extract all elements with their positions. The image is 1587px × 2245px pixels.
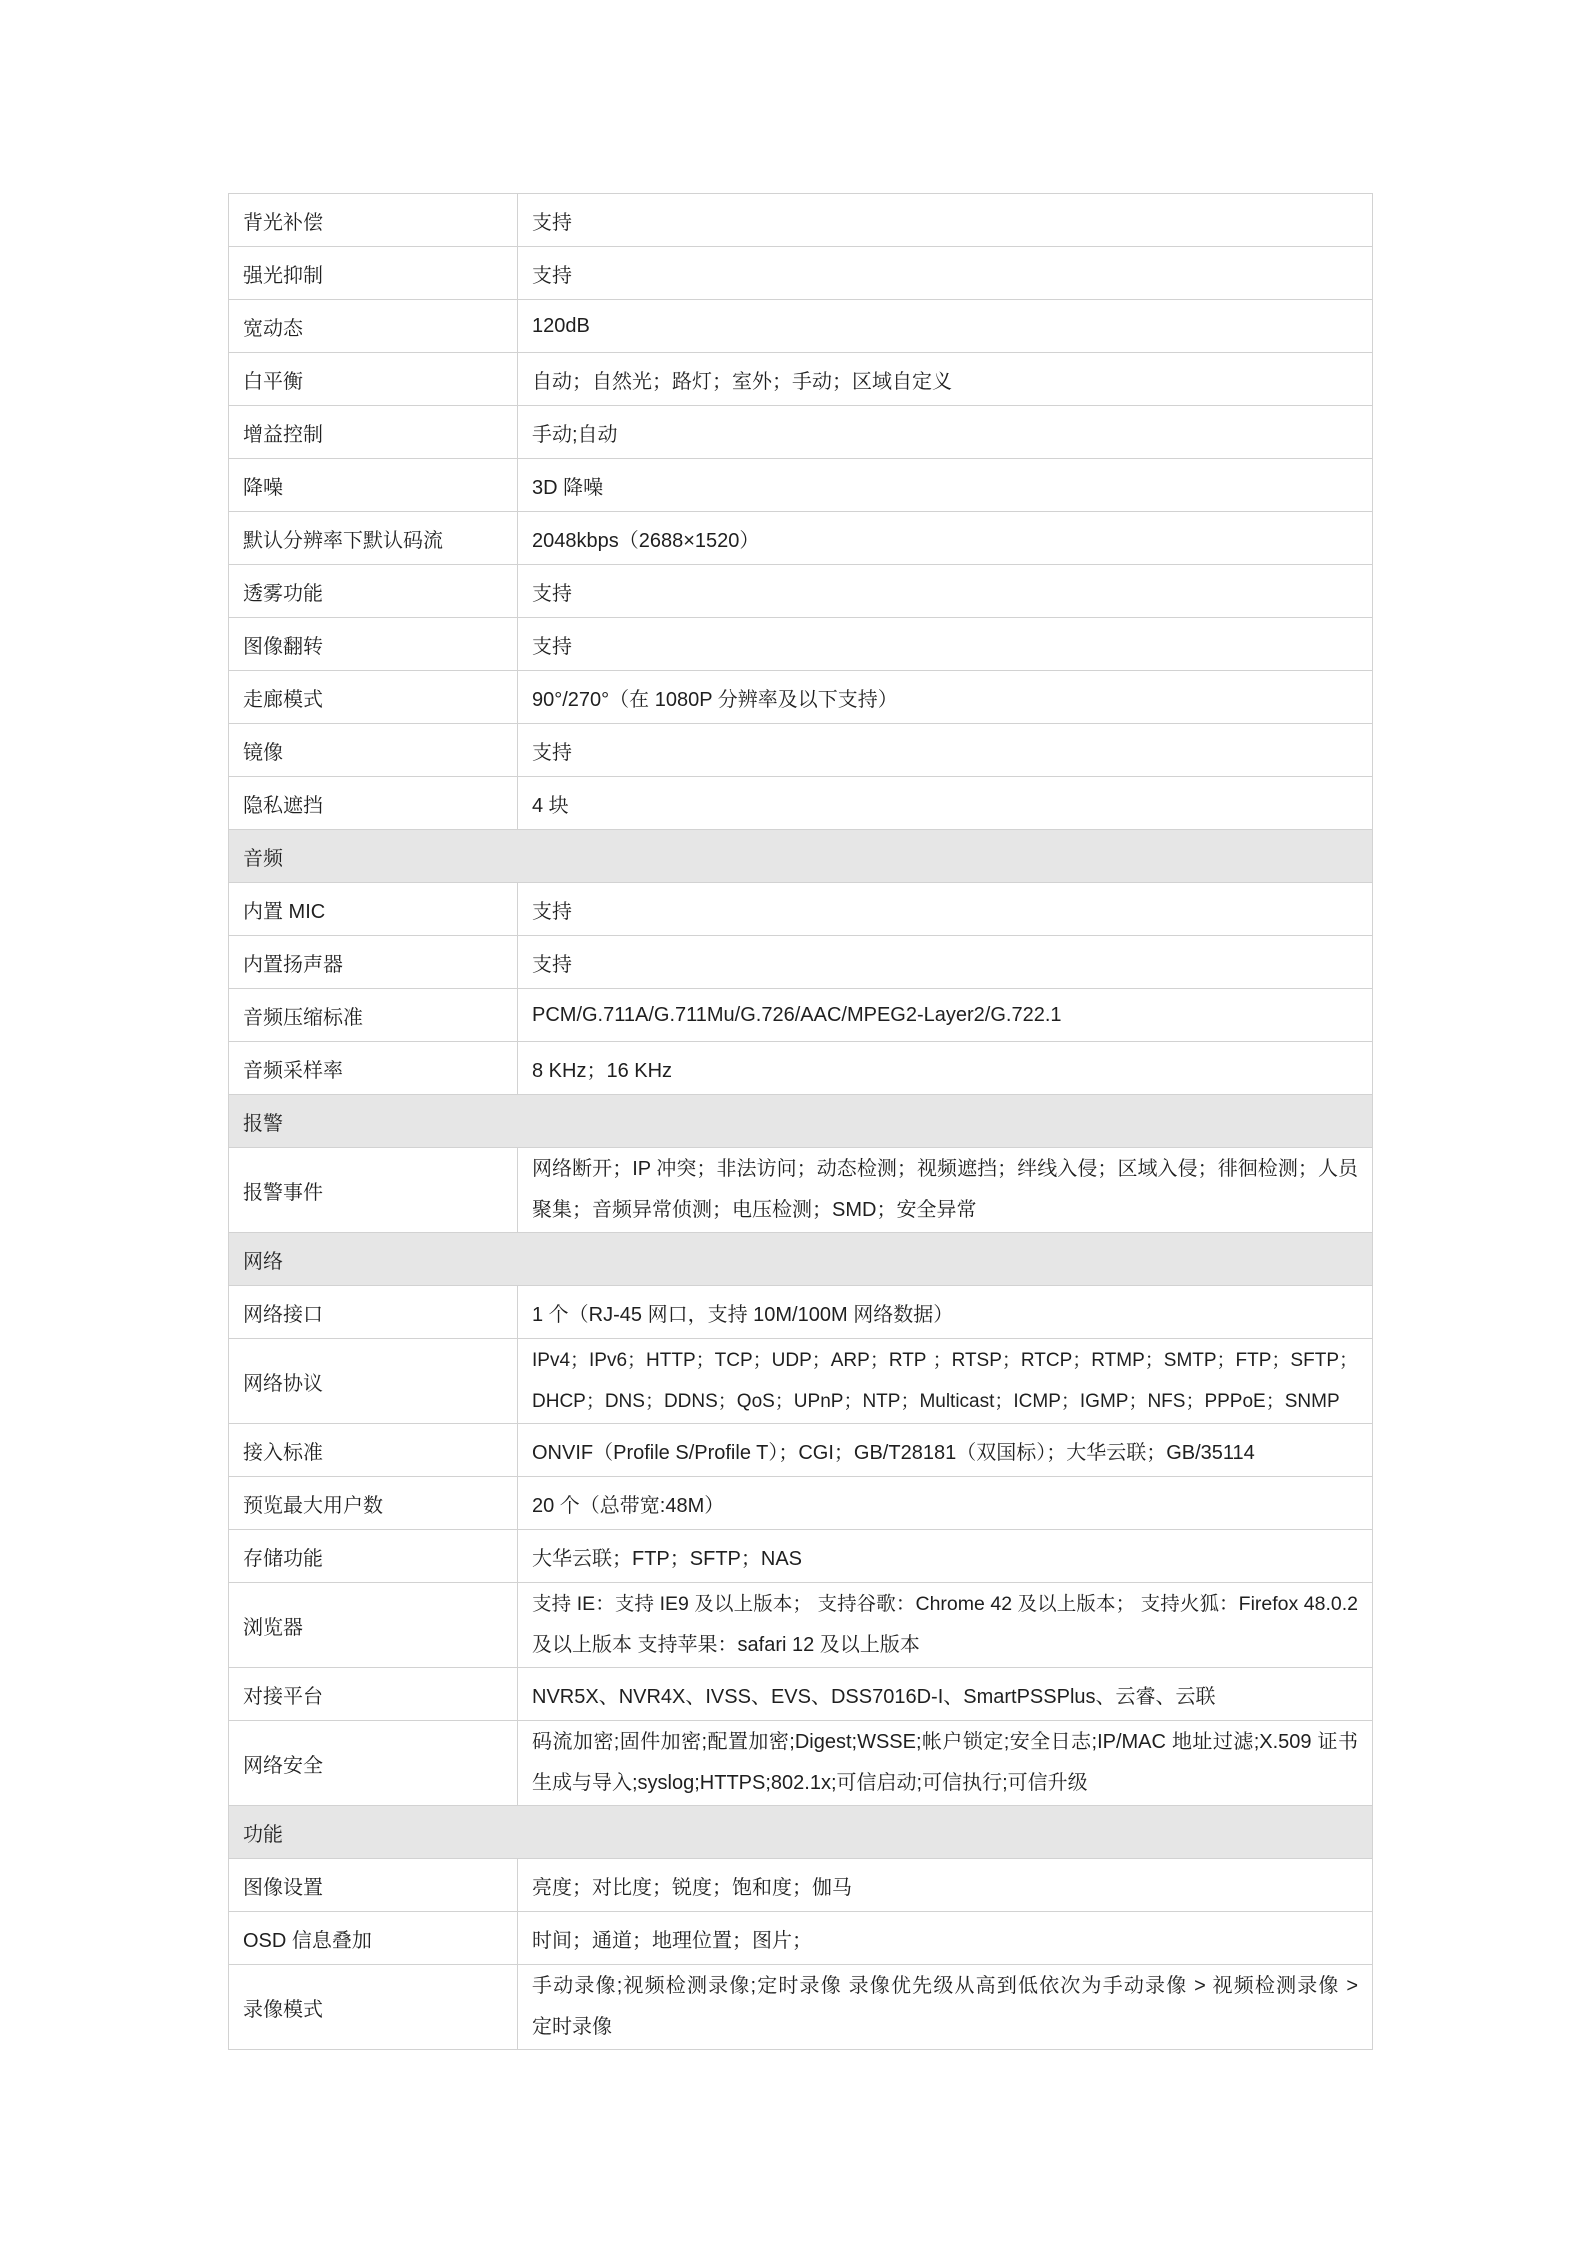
spec-value-line: 生成与导入;syslog;HTTPS;802.1x;可信启动;可信执行;可信升级 xyxy=(532,1772,1088,1794)
spec-label: 录像模式 xyxy=(229,1965,518,2050)
spec-table xyxy=(228,193,1373,2050)
spec-label: 降噪 xyxy=(229,459,518,512)
spec-label: 内置 MIC xyxy=(229,883,518,936)
spec-label: 增益控制 xyxy=(229,406,518,459)
spec-label: 音频采样率 xyxy=(229,1042,518,1095)
spec-value-line: 网络断开；IP 冲突；非法访问；动态检测；视频遮挡；绊线入侵；区域入侵；徘徊检测；人员 xyxy=(532,1158,1358,1180)
spec-row xyxy=(229,565,1373,618)
spec-value xyxy=(518,1583,1373,1668)
spec-value: 2048kbps（2688×1520） xyxy=(518,512,1373,565)
spec-label: 强光抑制 xyxy=(229,247,518,300)
spec-value-line: IPv4；IPv6；HTTP；TCP；UDP；ARP；RTP ；RTSP；RTCP；RTMP；SMTP；FTP；SFTP； xyxy=(532,1350,1358,1371)
spec-label: 存储功能 xyxy=(229,1530,518,1583)
spec-value: 亮度；对比度；锐度；饱和度；伽马 xyxy=(518,1859,1373,1912)
spec-row xyxy=(229,618,1373,671)
spec-value-line: 及以上版本 支持苹果：safari 12 及以上版本 xyxy=(532,1634,920,1656)
spec-label: 内置扬声器 xyxy=(229,936,518,989)
spec-row xyxy=(229,1721,1373,1806)
section-header-function xyxy=(229,1806,1373,1859)
spec-label: 镜像 xyxy=(229,724,518,777)
spec-value: 8 KHz；16 KHz xyxy=(518,1042,1373,1095)
spec-label: 网络安全 xyxy=(229,1721,518,1806)
spec-label: 接入标准 xyxy=(229,1424,518,1477)
spec-label: 走廊模式 xyxy=(229,671,518,724)
spec-label: 对接平台 xyxy=(229,1668,518,1721)
section-title: 网络 xyxy=(229,1233,1373,1286)
spec-row xyxy=(229,1912,1373,1965)
spec-label: 白平衡 xyxy=(229,353,518,406)
spec-value: 时间；通道；地理位置；图片； xyxy=(518,1912,1373,1965)
spec-label: 宽动态 xyxy=(229,300,518,353)
spec-row xyxy=(229,1965,1373,2050)
spec-value: 90°/270°（在 1080P 分辨率及以下支持） xyxy=(518,671,1373,724)
spec-value: 大华云联；FTP；SFTP；NAS xyxy=(518,1530,1373,1583)
spec-label: 音频压缩标准 xyxy=(229,989,518,1042)
spec-label: 网络协议 xyxy=(229,1339,518,1424)
spec-value: 1 个（RJ-45 网口，支持 10M/100M 网络数据） xyxy=(518,1286,1373,1339)
spec-value: 手动;自动 xyxy=(518,406,1373,459)
spec-value: 20 个（总带宽:48M） xyxy=(518,1477,1373,1530)
spec-row xyxy=(229,1339,1373,1424)
spec-value xyxy=(518,1965,1373,2050)
spec-value: PCM/G.711A/G.711Mu/G.726/AAC/MPEG2-Layer2/G.722.1 xyxy=(518,989,1373,1042)
section-title: 功能 xyxy=(229,1806,1373,1859)
spec-value: 支持 xyxy=(518,618,1373,671)
section-header-network xyxy=(229,1233,1373,1286)
spec-label: 默认分辨率下默认码流 xyxy=(229,512,518,565)
spec-value: 3D 降噪 xyxy=(518,459,1373,512)
spec-value-line: 支持 IE：支持 IE9 及以上版本； 支持谷歌：Chrome 42 及以上版本； 支持火狐：Firefox 48.0.2 xyxy=(532,1593,1358,1615)
spec-row xyxy=(229,1583,1373,1668)
spec-row xyxy=(229,1530,1373,1583)
spec-value: 4 块 xyxy=(518,777,1373,830)
spec-label: 背光补偿 xyxy=(229,194,518,247)
spec-row xyxy=(229,777,1373,830)
spec-label: 图像设置 xyxy=(229,1859,518,1912)
spec-value-line: 手动录像;视频检测录像;定时录像 录像优先级从高到低依次为手动录像 > 视频检测录像 > xyxy=(532,1975,1358,1997)
spec-value xyxy=(518,1721,1373,1806)
spec-row xyxy=(229,1286,1373,1339)
spec-row xyxy=(229,1042,1373,1095)
spec-value: 支持 xyxy=(518,565,1373,618)
spec-value: 自动；自然光；路灯；室外；手动；区域自定义 xyxy=(518,353,1373,406)
spec-label: OSD 信息叠加 xyxy=(229,1912,518,1965)
spec-row xyxy=(229,300,1373,353)
spec-value: 支持 xyxy=(518,724,1373,777)
section-header-alarm xyxy=(229,1095,1373,1148)
spec-row xyxy=(229,989,1373,1042)
spec-value: 120dB xyxy=(518,300,1373,353)
spec-value-line: 聚集；音频异常侦测；电压检测；SMD；安全异常 xyxy=(532,1199,977,1221)
spec-label: 预览最大用户数 xyxy=(229,1477,518,1530)
spec-label: 隐私遮挡 xyxy=(229,777,518,830)
spec-value: 支持 xyxy=(518,194,1373,247)
spec-value: 支持 xyxy=(518,883,1373,936)
spec-value-line: 定时录像 xyxy=(532,2016,612,2038)
spec-label: 浏览器 xyxy=(229,1583,518,1668)
spec-value: NVR5X、NVR4X、IVSS、EVS、DSS7016D-I、SmartPSSPlus、云睿、云联 xyxy=(518,1668,1373,1721)
spec-row xyxy=(229,1148,1373,1233)
spec-label: 透雾功能 xyxy=(229,565,518,618)
spec-value-line: DHCP；DNS；DDNS；QoS；UPnP；NTP；Multicast；ICMP；IGMP；NFS；PPPoE；SNMP xyxy=(532,1391,1340,1412)
spec-value: 支持 xyxy=(518,936,1373,989)
spec-row xyxy=(229,1859,1373,1912)
spec-value: 支持 xyxy=(518,247,1373,300)
section-title: 报警 xyxy=(229,1095,1373,1148)
spec-row xyxy=(229,1668,1373,1721)
section-header-audio xyxy=(229,830,1373,883)
spec-label: 报警事件 xyxy=(229,1148,518,1233)
spec-row xyxy=(229,459,1373,512)
spec-row xyxy=(229,1424,1373,1477)
spec-row xyxy=(229,936,1373,989)
spec-label: 网络接口 xyxy=(229,1286,518,1339)
spec-label: 图像翻转 xyxy=(229,618,518,671)
spec-row xyxy=(229,406,1373,459)
spec-row xyxy=(229,353,1373,406)
spec-row xyxy=(229,671,1373,724)
spec-row xyxy=(229,724,1373,777)
spec-row xyxy=(229,247,1373,300)
spec-value-line: 码流加密;固件加密;配置加密;Digest;WSSE;帐户锁定;安全日志;IP/MAC 地址过滤;X.509 证书 xyxy=(532,1731,1358,1753)
spec-row xyxy=(229,512,1373,565)
spec-value xyxy=(518,1339,1373,1424)
spec-value xyxy=(518,1148,1373,1233)
spec-row xyxy=(229,883,1373,936)
spec-row xyxy=(229,194,1373,247)
spec-value: ONVIF（Profile S/Profile T）；CGI；GB/T28181（双国标）；大华云联；GB/35114 xyxy=(518,1424,1373,1477)
spec-row xyxy=(229,1477,1373,1530)
section-title: 音频 xyxy=(229,830,1373,883)
